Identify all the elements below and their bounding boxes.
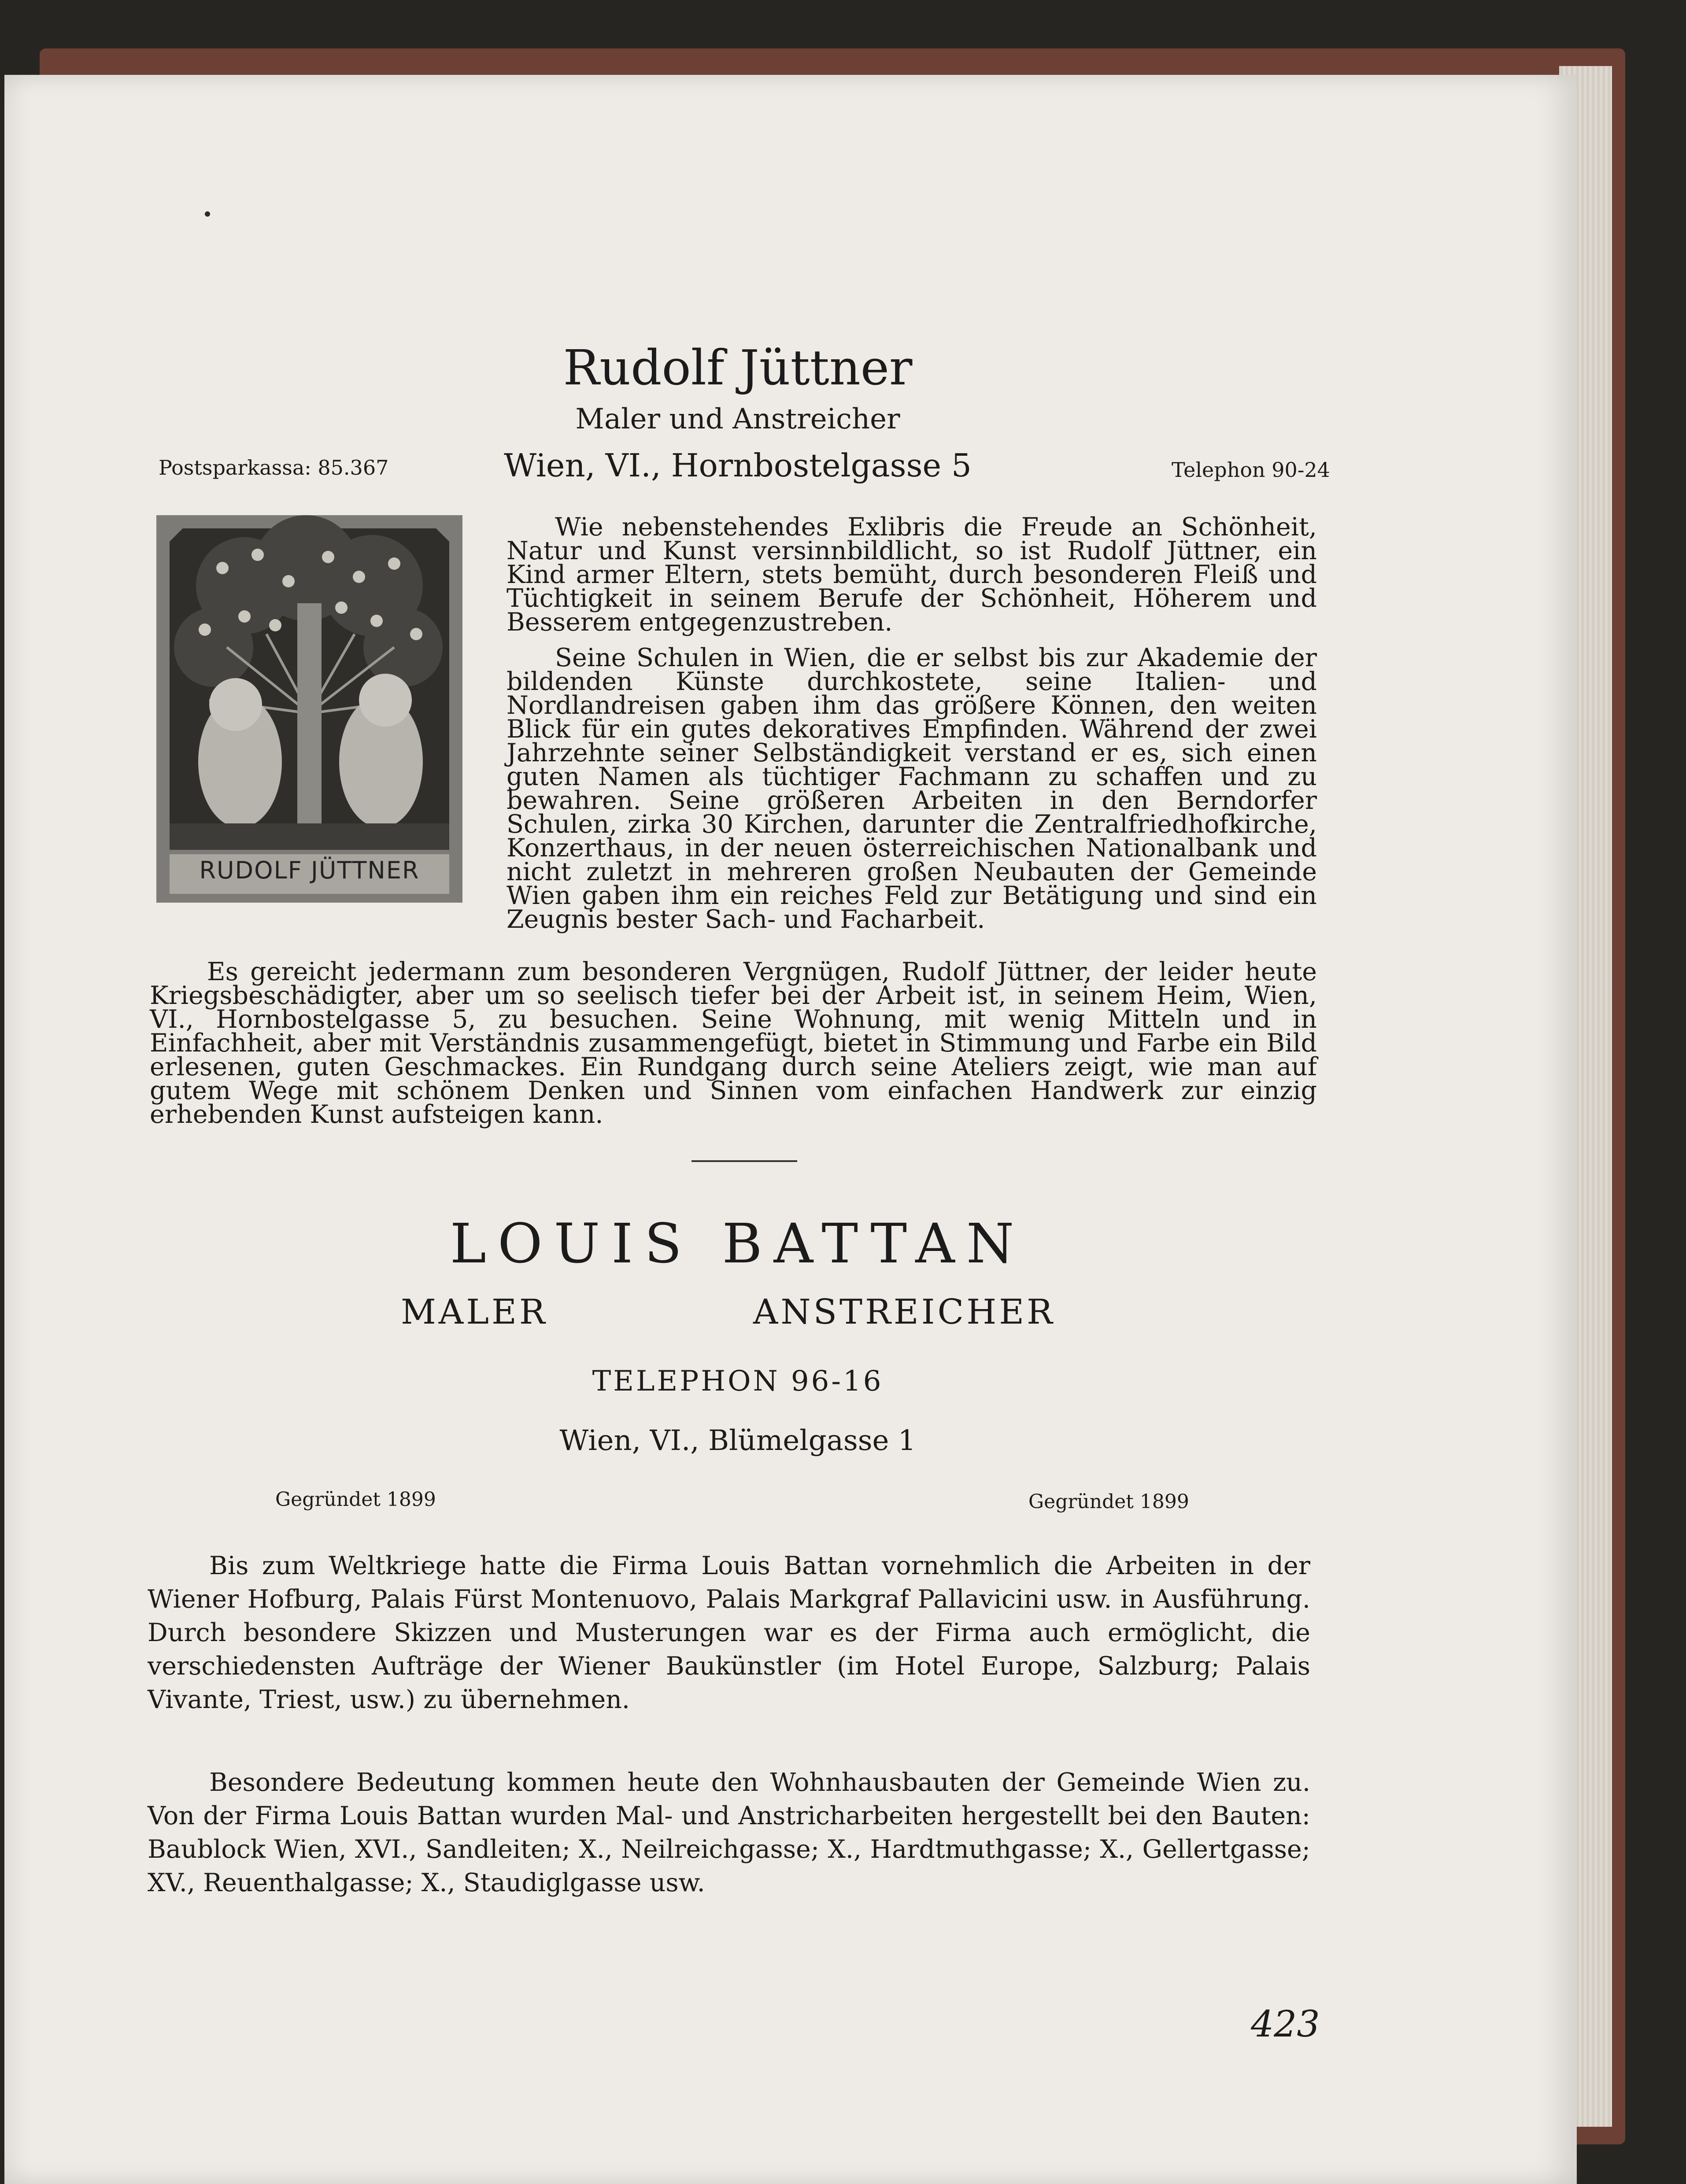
entry2-founded-right: Gegründet 1899: [1028, 1490, 1189, 1513]
exlibris-illustration: [156, 515, 462, 903]
entry2-title: LOUIS BATTAN: [450, 1212, 1026, 1276]
entry1-title: Rudolf Jüttner: [563, 339, 913, 396]
entry2-trade-left: MALER: [401, 1292, 548, 1332]
entry1-paragraph-2: Seine Schulen in Wien, die er selbst bis zur Akademie der bildenden Künste durchkostete, seine Italien- und Nordlandreisen gaben ihm das größere Können, den weiten Blick für ein gutes dekoratives Empfinden. Während der zwei Jahrzehnte seiner Selbständigkeit verstand er es, sich einen guten Namen als tüchtiger Fachmann zu schaffen und zu bewahren. Seine größeren Arbeiten in den Berndorfer Schulen, zirka 30 Kirchen, darunter die Zentralfriedhofkirche, Konzerthaus, in der neuen österreichischen Nationalbank und nicht zuletzt in mehreren großen Neubauten der Gemeinde Wien gaben ihm ein reiches Feld zur Betätigung und sind ein Zeugnis bester Sach- und Facharbeit.: [507, 643, 1317, 934]
page-number: 423: [1251, 2003, 1320, 2045]
entry1-subtitle: Maler und Anstreicher: [575, 403, 900, 435]
entry1-telephone: Telephon 90-24: [1172, 458, 1330, 482]
section-divider: [691, 1160, 797, 1162]
entry2-founded-left: Gegründet 1899: [275, 1488, 436, 1511]
entry1-address: Wien, VI., Hornbostelgasse 5: [504, 447, 972, 484]
exlibris-caption: RUDOLF JÜTTNER: [199, 856, 420, 884]
entry1-paragraph-3: Es gereicht jedermann zum besonderen Vergnügen, Rudolf Jüttner, der leider heute Kriegsbeschädigter, aber um so seelisch tiefer bei der Arbeit ist, in seinem Heim, Wien, VI., Hornbostelgasse 5, zu besuchen. Seine Wohnung, mit wenig Mitteln und in Einfachheit, aber mit Verständnis zusammengefügt, bietet in Stimmung und Farbe ein Bild erlesenen, guten Geschmackes. Ein Rundgang durch seine Ateliers zeigt, wie man auf gutem Wege mit schönem Denken und Sinnen vom einfachen Handwerk zur einzig erhebenden Kunst aufsteigen kann.: [150, 957, 1317, 1129]
book-page: [4, 75, 1577, 2184]
entry2-paragraph-2: Besondere Bedeutung kommen heute den Wohnhausbauten der Gemeinde Wien zu. Von der Firma Louis Battan wurden Mal- und Anstricharbeiten hergestellt bei den Bauten: Baublock Wien, XVI., Sandleiten; X., Neilreichgasse; X., Hardtmuthgasse; X., Gellertgasse; XV., Reuenthalgasse; X., Staudiglgasse usw.: [148, 1768, 1310, 1897]
entry2-telephone: TELEPHON 96-16: [592, 1365, 884, 1398]
entry2-address: Wien, VI., Blümelgasse 1: [559, 1424, 916, 1457]
exlibris-image: [156, 515, 462, 903]
entry2-trade-right: ANSTREICHER: [753, 1292, 1055, 1332]
entry1-postsparkassa: Postsparkassa: 85.367: [159, 456, 389, 480]
ink-speck: [205, 211, 210, 217]
entry1-paragraph-1: Wie nebenstehendes Exlibris die Freude an Schönheit, Natur und Kunst versinnbildlicht, so ist Rudolf Jüttner, ein Kind armer Eltern, stets bemüht, durch besonderen Fleiß und Tüchtigkeit in seinem Berufe der Schönheit, Höherem und Besserem entgegenzustreben.: [507, 513, 1317, 637]
entry2-paragraph-1: Bis zum Weltkriege hatte die Firma Louis Battan vornehmlich die Arbeiten in der Wiener Hofburg, Palais Fürst Montenuovo, Palais Markgraf Pallavicini usw. in Ausführung. Durch besondere Skizzen und Musterungen war es der Firma auch ermöglicht, die verschiedensten Aufträge der Wiener Baukünstler (im Hotel Europe, Salzburg; Palais Vivante, Triest, usw.) zu übernehmen.: [148, 1551, 1310, 1714]
